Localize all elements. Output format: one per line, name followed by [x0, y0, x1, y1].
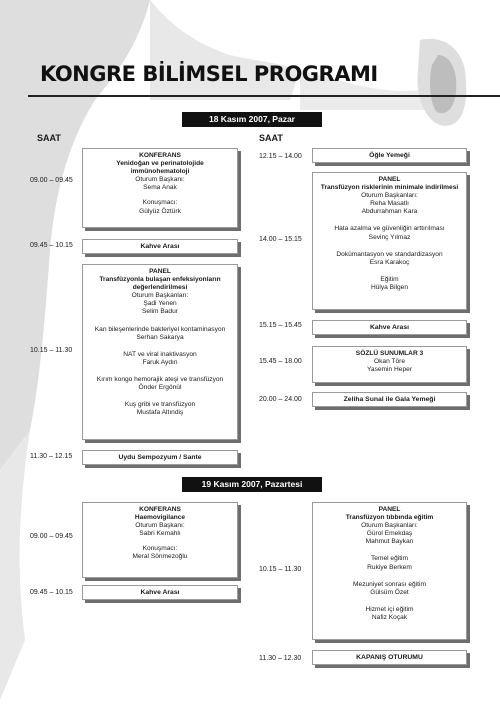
session-type: SÖZLÜ SUNUMLAR 3 — [355, 350, 424, 357]
chair-name: Reha Masatlı — [370, 200, 409, 208]
session-panel-egitim — [312, 502, 467, 640]
time-column-header-right: SAAT — [259, 133, 283, 143]
talk-title: Dokümantasyon ve standardizasyon — [336, 250, 443, 258]
talk-title: Eğitim — [380, 275, 399, 283]
chair-name: Abdurrahman Kara — [361, 208, 418, 216]
session-topic: immünohematoloji — [130, 168, 190, 176]
talk-title: Mezuniyet sonrası eğitim — [353, 580, 426, 588]
session-panel-risk — [312, 172, 467, 310]
coffee-break: Kahve Arası — [312, 320, 467, 335]
session-panel-enfeksiyon — [82, 264, 238, 440]
chair-label: Oturum Başkanı: — [135, 522, 185, 530]
session-topic: değerlendirilmesi — [132, 284, 188, 292]
talk-title: Hata azalma ve güvenliğin arttırılması — [334, 225, 445, 233]
talk-speaker: Faruk Aydın — [142, 358, 178, 366]
session-time: 11.30 – 12.15 — [30, 453, 73, 460]
chair-name: Selim Badur — [142, 308, 178, 316]
talk-title: Temel eğitim — [370, 555, 408, 563]
speaker-label: Konuşmacı: — [142, 545, 178, 553]
session-time: 10.15 – 11.30 — [259, 566, 302, 573]
chair-label: Oturum Başkanları: — [361, 192, 418, 200]
session-time: 12.15 – 14.00 — [259, 153, 302, 160]
talk-speaker: Nafiz Koçak — [371, 613, 408, 621]
talk-title: NAT ve viral inaktivasyon — [123, 350, 197, 358]
session-topic: Yenidoğan ve perinatolojide — [116, 160, 204, 168]
satellite-symposium: Uydu Sempozyum / Sante — [82, 450, 238, 465]
session-time: 20.00 – 24.00 — [259, 396, 302, 403]
day1-date-bar: 18 Kasım 2007, Pazar — [182, 112, 322, 127]
talk-speaker: Gülsüm Özet — [370, 588, 409, 596]
session-type: PANEL — [149, 268, 171, 275]
talk-title: Hizmet içi eğitim — [365, 605, 414, 613]
session-time: 11.30 – 12.30 — [259, 655, 302, 662]
chair-name: Gürol Emekdaş — [366, 530, 413, 538]
lunch-break: Öğle Yemeği — [312, 148, 467, 163]
chair-name: Mahmut Baykan — [365, 538, 414, 546]
session-time: 09.45 – 10.15 — [30, 242, 73, 249]
speaker-name: Meral Sönmezoğlu — [132, 553, 188, 561]
session-time: 15.15 – 15.45 — [259, 322, 302, 329]
talk-speaker: Hülya Bilgen — [370, 283, 409, 291]
talk-speaker: Mustafa Altındiş — [136, 409, 184, 417]
gala-dinner: Zeliha Sunal ile Gala Yemeği — [312, 392, 467, 407]
talk-speaker: Sevinç Yılmaz — [368, 233, 411, 241]
chair-label: Oturum Başkanları: — [361, 522, 418, 530]
chair-name: Sabri Kemahlı — [139, 530, 181, 538]
session-time: 09.00 – 09.45 — [30, 533, 73, 540]
presenter-name: Okan Töre — [373, 358, 406, 366]
session-type: KONFERANS — [139, 506, 181, 513]
session-time: 10.15 – 11.30 — [30, 347, 73, 354]
session-type: PANEL — [378, 506, 401, 513]
time-column-header-left: SAAT — [37, 133, 61, 143]
talk-title: Kuş gribi ve transfüzyon — [124, 401, 196, 409]
talk-speaker: Önder Ergönül — [138, 384, 182, 392]
talk-speaker: Serhan Sakarya — [136, 333, 184, 341]
chair-name: Şadi Yenen — [143, 300, 177, 308]
day2-date-bar: 19 Kasım 2007, Pazartesi — [182, 477, 322, 492]
chair-label: Oturum Başkanı: — [135, 176, 185, 184]
talk-title: Kırım kongo hemorajik ateşi ve transfüzyon — [96, 375, 224, 383]
session-topic: Transfüzyonla bulaşan enfeksiyonların — [99, 276, 221, 284]
session-topic: Transfüzyon tıbbında eğitim — [345, 514, 434, 522]
session-type: KONFERANS — [139, 152, 181, 159]
talk-speaker: Esra Karakoç — [369, 258, 410, 266]
talk-title: Kan bileşenlerinde bakteriyel kontaminasyon — [94, 325, 226, 333]
chair-label: Oturum Başkanları: — [131, 292, 189, 300]
chair-name: Sema Anak — [143, 184, 177, 192]
session-type: PANEL — [378, 176, 401, 183]
speaker-name: Gülyüz Öztürk — [139, 207, 181, 215]
session-time: 15.45 – 18.00 — [259, 358, 302, 365]
title-rule — [28, 95, 500, 97]
page-title: KONGRE BİLİMSEL PROGRAMI — [40, 62, 378, 86]
session-topic: Haemovigilance — [134, 514, 186, 522]
coffee-break: Kahve Arası — [82, 239, 238, 254]
session-konferans-haemovigilance — [82, 502, 238, 578]
session-konferans-perinatoloji — [82, 148, 238, 228]
closing-session: KAPANIŞ OTURUMU — [312, 650, 467, 665]
session-time: 09.45 – 10.15 — [30, 589, 73, 596]
coffee-break: Kahve Arası — [82, 585, 238, 600]
talk-speaker: Rukiye Berkem — [367, 563, 412, 571]
session-time: 09.00 – 09.45 — [30, 177, 73, 184]
session-time: 14.00 – 15.15 — [259, 236, 302, 243]
session-topic: Transfüzyon risklerinin minimale indirilmesi — [320, 184, 459, 192]
session-oral-presentations — [312, 346, 467, 383]
presenter-name: Yasemin Heper — [367, 366, 412, 374]
speaker-label: Konuşmacı: — [142, 199, 178, 207]
